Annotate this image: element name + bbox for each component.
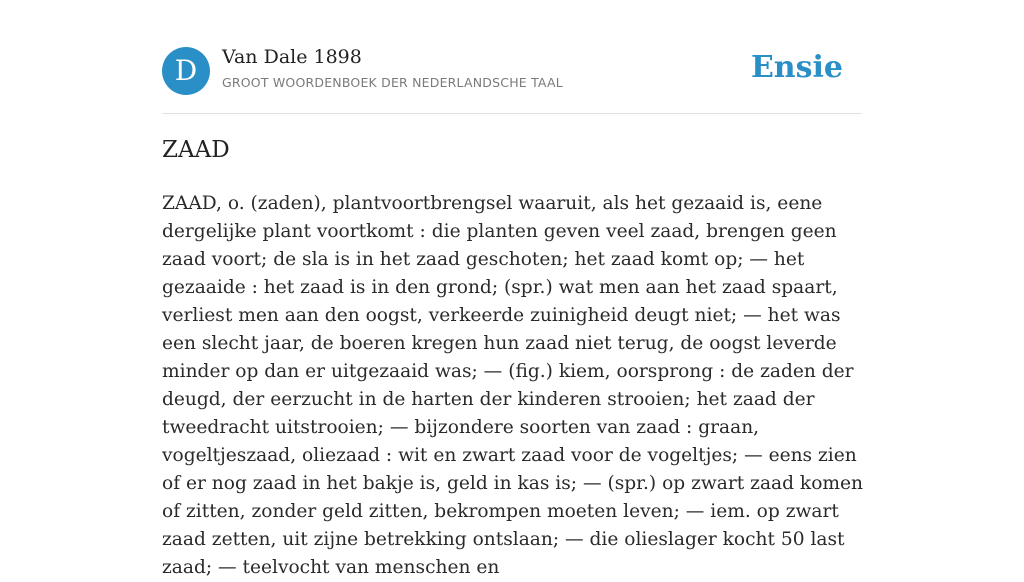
ensie-logo[interactable]: Ensie	[750, 50, 843, 85]
entry-headword: ZAAD	[162, 137, 230, 163]
header	[162, 46, 862, 96]
dictionary-subtitle: GROOT WOORDENBOEK DER NEDERLANDSCHE TAAL	[222, 75, 563, 90]
dictionary-title[interactable]: Van Dale 1898	[222, 46, 362, 68]
dictionary-logo[interactable]: D	[162, 47, 210, 95]
header-divider	[162, 113, 862, 114]
entry-definition: ZAAD, o. (zaden), plantvoortbrengsel waaruit, als het gezaaid is, eene dergelijke plant voortkomt : die planten geven veel zaad, brengen geen zaad voort; de sla is in het zaad geschoten; het zaad komt op; — het gezaaide : het zaad is in den grond; (spr.) wat men aan het zaad spaart, verliest men aan den oogst, verkeerde zuinigheid deugt niet; — het was een slecht jaar, de boeren kregen hun zaad niet terug, de oogst leverde minder op dan er uitgezaaid was; — (fig.) kiem, oorsprong : de zaden der deugd, der eerzucht in de harten der kinderen strooien; het zaad der tweedracht uitstrooien; — bijzondere soorten van zaad : graan, vogeltjeszaad, oliezaad : wit en zwart zaad voor de vogeltjes; — eens zien of er nog zaad in het bakje is, geld in kas is; — (spr.) op zwart zaad komen of zitten, zonder geld zitten, bekrompen moeten leven; — iem. op zwart zaad zetten, uit zijne betrekking ontslaan; — die olieslager kocht 50 last zaad; — teelvocht van menschen en	[162, 193, 864, 578]
